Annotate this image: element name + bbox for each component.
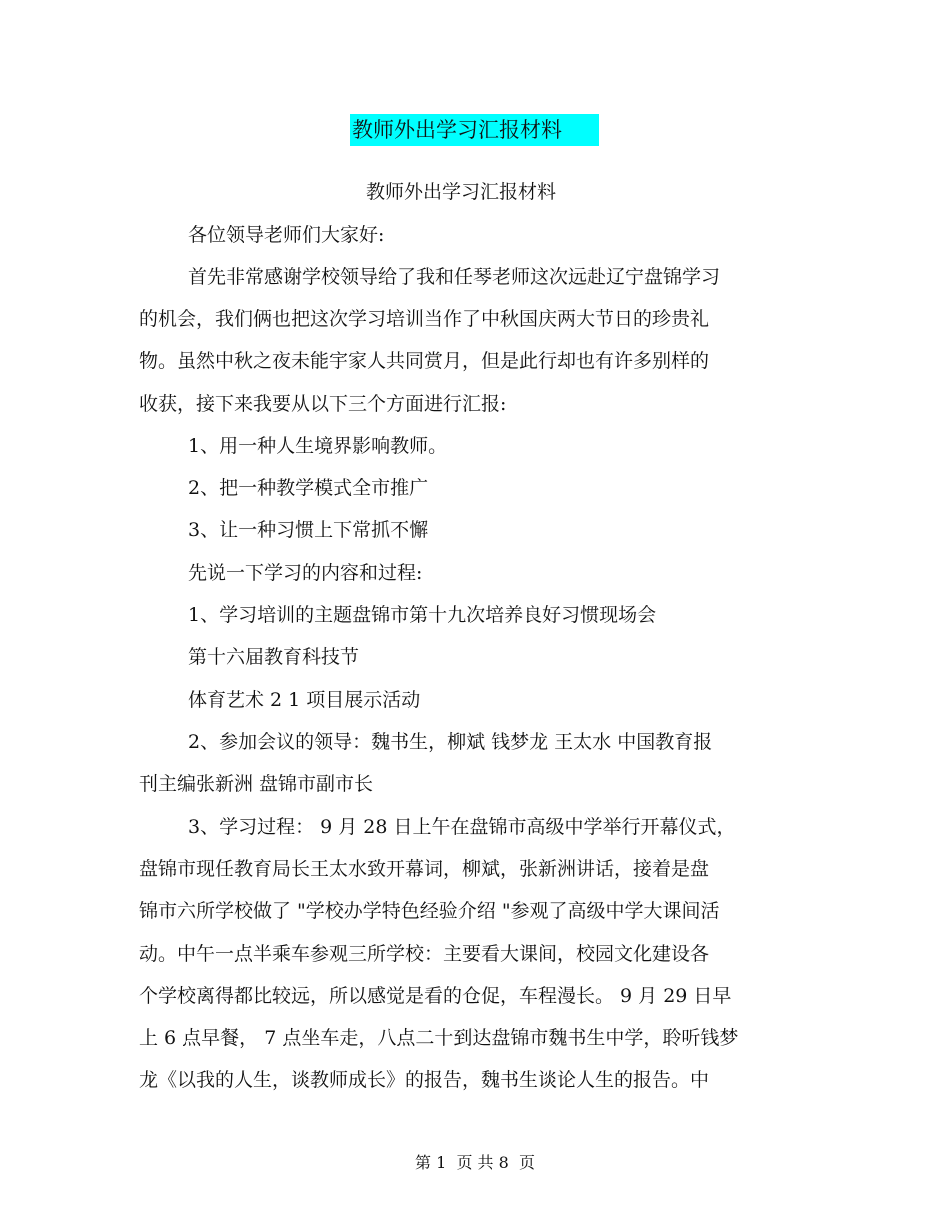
paragraph-line: 各位领导老师们大家好: [188, 224, 385, 246]
document-title: 教师外出学习汇报材料 [350, 114, 599, 146]
paragraph-line: 锦市六所学校做了 "学校办学特色经验介绍 "参观了高级中学大课间活 [139, 900, 720, 922]
paragraph-line: 动。中午一点半乘车参观三所学校：主要看大课间，校园文化建设各 [139, 943, 710, 965]
list-item: 1、学习培训的主题盘锦市第十九次培养良好习惯现场会 [188, 604, 657, 626]
list-item: 2、参加会议的领导：魏书生，柳斌 钱梦龙 王太水 中国教育报 [188, 731, 713, 753]
paragraph-line: 体育艺术 2 1 项目展示活动 [188, 689, 421, 711]
paragraph-line: 收获，接下来我要从以下三个方面进行汇报: [139, 393, 507, 415]
paragraph-line: 个学校离得都比较远，所以感觉是看的仓促，车程漫长。 9 月 29 日早 [139, 985, 732, 1007]
paragraph-line: 盘锦市现任教育局长王太水致开幕词，柳斌，张新洲讲话，接着是盘 [139, 858, 710, 880]
page-number-footer: 第 1 页 共 8 页 [415, 1153, 535, 1172]
list-item: 3、让一种习惯上下常抓不懈 [188, 519, 429, 541]
paragraph-line: 首先非常感谢学校领导给了我和任琴老师这次远赴辽宁盘锦学习 [188, 266, 721, 288]
list-item: 3、学习过程： 9 月 28 日上午在盘锦市高级中学举行开幕仪式， [188, 816, 736, 838]
document-subtitle: 教师外出学习汇报材料 [366, 181, 557, 203]
paragraph-line: 先说一下学习的内容和过程: [188, 562, 423, 584]
paragraph-line: 龙《以我的人生，谈教师成长》的报告，魏书生谈论人生的报告。中 [139, 1069, 710, 1091]
paragraph-line: 的机会，我们俩也把这次学习培训当作了中秋国庆两大节日的珍贵礼 [139, 308, 710, 330]
paragraph-line: 第十六届教育科技节 [188, 646, 360, 668]
list-item: 2、把一种教学模式全市推广 [188, 477, 429, 499]
paragraph-line: 上 6 点早餐， 7 点坐车走，八点二十到达盘锦市魏书生中学，聆听钱梦 [139, 1027, 739, 1049]
paragraph-line: 物。虽然中秋之夜未能宇家人共同赏月，但是此行却也有许多别样的 [139, 350, 710, 372]
list-item: 1、用一种人生境界影响教师。 [188, 435, 448, 457]
paragraph-line: 刊主编张新洲 盘锦市副市长 [139, 773, 374, 795]
